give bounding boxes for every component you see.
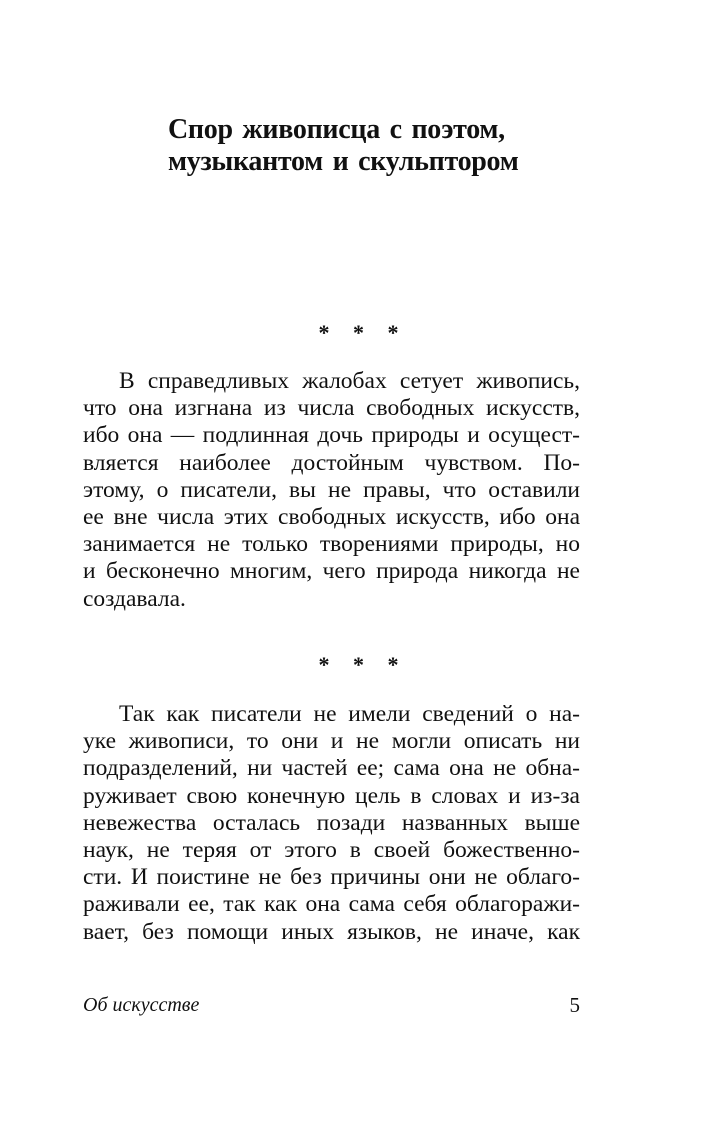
paragraph-line: этому, о писатели, вы не правы, что оставили — [83, 476, 580, 503]
chapter-title-line-1: Спор живописца с поэтом, — [168, 114, 505, 145]
paragraph-2 — [83, 701, 580, 946]
chapter-title — [168, 114, 588, 178]
running-footer-title: Об искусстве — [83, 994, 200, 1016]
page-number: 5 — [569, 993, 580, 1017]
paragraph-line: ибо она — подлинная дочь природы и осущест- — [83, 422, 580, 449]
paragraph-line: сти. И поистине не без причины они не облаго- — [83, 864, 580, 891]
paragraph-line: раживали ее, так как она сама себя облагоражи- — [83, 891, 580, 918]
paragraph-line: вает, без помощи иных языков, не иначе, как — [83, 918, 580, 945]
paragraph-line: что она изгнана из числа свободных искусств, — [83, 395, 580, 422]
paragraph-line: наук, не теряя от этого в своей божественно- — [83, 836, 580, 863]
paragraph-line: уке живописи, то они и не могли описать ни — [83, 728, 580, 755]
paragraph-line: невежества осталась позади названных выше — [83, 809, 580, 836]
chapter-title-line-2: музыкантом и скульптором — [168, 146, 519, 177]
paragraph-line: Так как писатели не имели сведений о на- — [119, 701, 580, 727]
paragraph-line: вляется наиболее достойным чувством. По- — [83, 449, 580, 476]
paragraph-line: В справедливых жалобах сетует живопись, — [119, 368, 580, 394]
paragraph-line: занимается не только творениями природы, но — [83, 531, 580, 558]
section-separator-2: * * * — [318, 652, 408, 677]
paragraph-line: создавала. — [83, 585, 186, 612]
section-separator-1: * * * — [318, 320, 408, 345]
paragraph-1 — [83, 368, 580, 613]
paragraph-line: подразделений, ни частей ее; сама она не обна- — [83, 755, 580, 782]
paragraph-line: ее вне числа этих свободных искусств, ибо она — [83, 503, 580, 530]
paragraph-line: и бесконечно многим, чего природа никогда не — [83, 558, 580, 585]
paragraph-line: руживает свою конечную цель в словах и из-за — [83, 782, 580, 809]
